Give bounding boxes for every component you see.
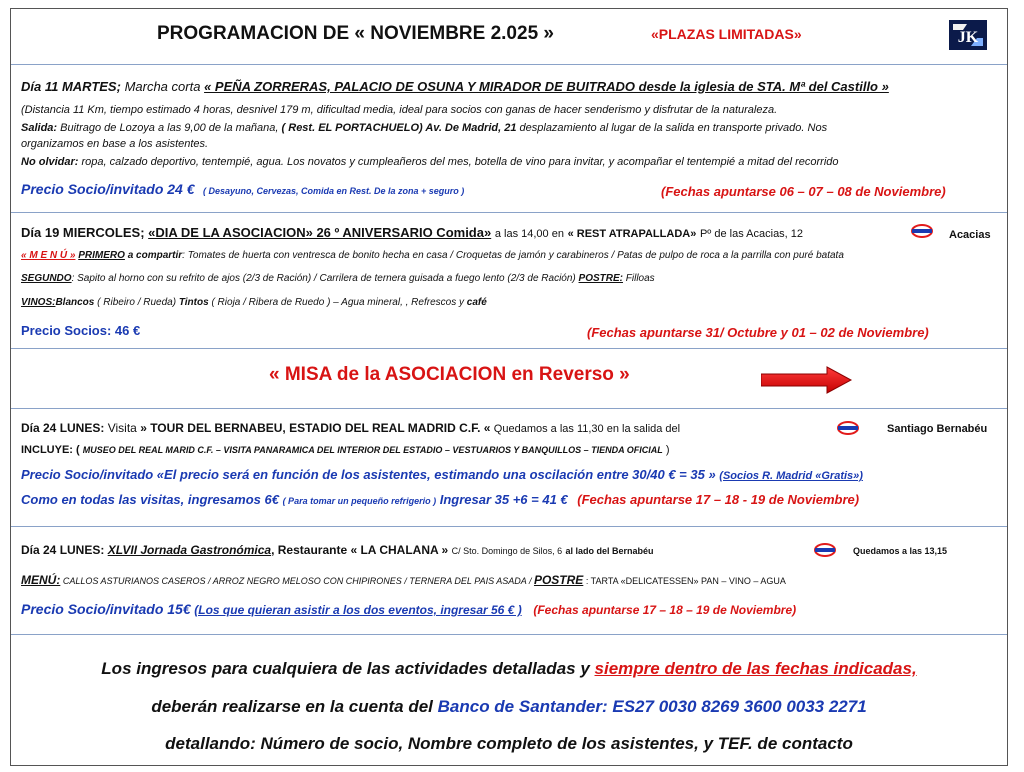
event2-title-line	[21, 225, 803, 240]
event3-socios-rm: (Socios R. Madrid «Gratis»)	[719, 470, 863, 482]
metro-sign-chalana	[814, 541, 836, 559]
event1-olvidar-label: No olvidar:	[21, 156, 79, 168]
event3-incluye-close: )	[665, 444, 670, 456]
event3-incluye-text: MUSEO DEL REAL MARID C.F. – VISITA PANARAMICA DEL INTERIOR DEL ESTADIO – VESTUARIOS Y BANQUILLOS – TIENDA OFICIAL	[82, 445, 663, 455]
event2-primero-text: : Tomates de huerta con ventresca de bonito hecha en casa / Croquetas de jamón y carabineros / Patas de pulpo de roca a la parrilla con puré batata	[182, 250, 844, 261]
event4-postre-text: : TARTA «DELICATESSEN» PAN – VINO – AGUA	[585, 576, 786, 586]
arrow-right-icon	[761, 365, 853, 395]
event2-vinos-blancos: Blancos	[55, 297, 95, 308]
event2-rest: « REST ATRAPALLADA»	[567, 228, 697, 240]
event2-day: Día 19 MIERCOLES;	[21, 225, 145, 240]
event4-title-line	[21, 543, 654, 557]
event3-title-line	[21, 421, 680, 435]
event4-address: C/ Sto. Domingo de Silos, 6	[451, 546, 563, 556]
event4-price-note: (Los que quieran asistir a los dos eventos, ingresar 56 € )	[194, 603, 522, 617]
event1-price-line	[21, 181, 464, 199]
event3-ingresar: Ingresar 35 +6 = 41 €	[439, 492, 568, 507]
event3-day: Día 24 LUNES:	[21, 421, 105, 435]
event4-jornada: XLVII Jornada Gastronómica	[107, 543, 272, 557]
event2-segundo-line	[21, 273, 655, 284]
metro-sign-acacias	[911, 222, 933, 240]
event1-salida-line2: organizamos en base a los asistentes.	[21, 138, 209, 150]
footer-account: Banco de Santander: ES27 0030 8269 3600 0033 2271	[437, 697, 867, 716]
event1-name: « PEÑA ZORRERAS, PALACIO DE OSUNA Y MIRADOR DE BUITRADO desde la iglesia de STA. Mª del Castillo »	[204, 79, 889, 94]
event2-vinos-blancos-text: ( Ribeiro / Rueda)	[97, 297, 177, 308]
event-la-chalana	[11, 527, 1007, 635]
page-title: PROGRAMACION DE « NOVIEMBRE 2.025 »	[157, 23, 554, 44]
event4-meet: Quedamos a las 13,15	[853, 546, 948, 556]
event4-postre-label: POSTRE	[533, 573, 584, 587]
event3-metro: Santiago Bernabéu	[887, 423, 988, 435]
event2-primero-line	[21, 250, 844, 261]
event1-olvidar-text: ropa, calzado deportivo, tentempié, agua. Los novatos y cumpleañeros del mes, botella de vino para invitar, y acompañar el tentempié a mitad del recorrido	[81, 156, 839, 168]
event1-salida-text: Buitrago de Lozoya a las 9,00 de la mañana,	[60, 122, 279, 134]
event3-visitas-line	[21, 492, 859, 507]
event1-details: (Distancia 11 Km, tiempo estimado 4 horas, desnivel 179 m, dificultad media, ideal para socios con ganas de hacer senderismo y disfrutar de la naturaleza.	[21, 104, 778, 116]
metro-sign-bernabeu	[837, 419, 859, 437]
event4-dates: (Fechas apuntarse 17 – 18 – 19 de Noviembre)	[533, 603, 797, 617]
metro-icon	[814, 543, 836, 557]
event1-dates: (Fechas apuntarse 06 – 07 – 08 de Noviembre)	[661, 184, 946, 199]
event4-menu-line	[21, 573, 786, 587]
event2-price: Precio Socios: 46 €	[21, 323, 141, 338]
event1-day: Día 11 MARTES;	[21, 79, 121, 94]
event2-vinos-cafe: café	[466, 297, 487, 308]
event4-rest: , Restaurante « LA CHALANA »	[271, 543, 449, 557]
misa-section	[11, 349, 1007, 409]
event1-salida-tail: desplazamiento al lugar de la salida en transporte privado. Nos	[519, 122, 828, 134]
event2-vinos-line	[21, 297, 487, 308]
event4-price: Precio Socio/invitado 15€	[21, 601, 191, 617]
event1-salida-label: Salida:	[21, 122, 58, 134]
event1-salida-rest: ( Rest. EL PORTACHUELO) Av. De Madrid, 21	[281, 122, 517, 134]
event2-vinos-tintos: Tintos	[178, 297, 209, 308]
payment-footer	[11, 635, 1007, 765]
event3-incluye-label: INCLUYE: (	[21, 444, 80, 456]
logo-text: JK	[957, 29, 979, 46]
plazas-limitadas-label: «PLAZAS LIMITADAS»	[651, 26, 802, 42]
event3-visitas-note: ( Para tomar un pequeño refrigerio )	[282, 496, 437, 506]
event2-primero-label: PRIMERO	[78, 250, 125, 261]
event1-olvidar-line	[21, 156, 839, 168]
event2-time: a las 14,00 en	[494, 228, 564, 240]
event4-day: Día 24 LUNES:	[21, 543, 105, 557]
event2-primero-share: a compartir	[127, 250, 183, 261]
footer-line-2	[11, 697, 1007, 717]
event2-vinos-label: VINOS:	[21, 297, 56, 308]
footer-line2-a: deberán realizarse en la cuenta del	[151, 697, 433, 716]
footer-line1-a: Los ingresos para cualquiera de las actividades detalladas y	[101, 659, 590, 678]
footer-line-1	[11, 659, 1007, 679]
event1-title-line	[21, 79, 889, 94]
association-logo	[949, 20, 987, 50]
event3-meet: Quedamos a las 11,30 en la salida del	[493, 423, 681, 435]
event3-dates: (Fechas apuntarse 17 – 18 - 19 de Noviembre)	[577, 492, 860, 507]
event1-salida-line	[21, 122, 827, 134]
event-peña-zorreras	[11, 65, 1007, 213]
footer-line-3: detallando: Número de socio, Nombre completo de los asistentes, y TEF. de contacto	[165, 734, 853, 753]
event2-menu-label: « M E N Ú »	[21, 250, 76, 261]
event2-segundo-label: SEGUNDO	[21, 273, 72, 284]
event1-kind: Marcha corta	[124, 79, 201, 94]
event1-price-note: ( Desayuno, Cervezas, Comida en Rest. De la zona + seguro )	[202, 186, 465, 196]
event2-postre-text: Filloas	[625, 273, 655, 284]
event2-dates: (Fechas apuntarse 31/ Octubre y 01 – 02 de Noviembre)	[587, 325, 929, 340]
event4-menu-label: MENÚ:	[21, 573, 61, 587]
logo-mark-icon	[949, 20, 987, 50]
header	[11, 9, 1007, 65]
metro-icon	[911, 224, 933, 238]
metro-icon	[837, 421, 859, 435]
event3-price-text: Precio Socio/invitado «El precio será en función de los asistentes, estimando una oscilación entre 30/40 € = 35 »	[21, 467, 716, 482]
event3-price-line	[21, 467, 863, 482]
event4-price-line	[21, 601, 796, 617]
event-bernabeu-tour	[11, 409, 1007, 527]
event2-metro: Acacias	[949, 229, 991, 241]
event1-price: Precio Socio/invitado 24 €	[21, 181, 195, 197]
event2-postre-label: POSTRE:	[578, 273, 623, 284]
event2-address: Pº de las Acacias, 12	[699, 228, 804, 240]
event2-vinos-tintos-text: ( Rioja / Ribera de Ruedo ) – Agua mineral, , Refrescos y	[211, 297, 464, 308]
event3-visitas: Como en todas las visitas, ingresamos 6€	[21, 492, 279, 507]
footer-line1-b: siempre dentro de las fechas indicadas,	[594, 659, 917, 678]
event-aniversario	[11, 213, 1007, 349]
event3-name: » TOUR DEL BERNABEU, ESTADIO DEL REAL MADRID C.F. «	[140, 421, 491, 435]
event3-incluye-line	[21, 444, 670, 456]
event2-segundo-text: : Sapito al horno con su refrito de ajos (2/3 de Ración) / Carrilera de ternera guisada a fuego lento (2/3 de Ración)	[71, 273, 576, 284]
event4-menu-text: CALLOS ASTURIANOS CASEROS / ARROZ NEGRO MELOSO CON CHIPIRONES / TERNERA DEL PAIS ASADA /	[62, 576, 532, 586]
event2-name: «DIA DE LA ASOCIACION» 26 º ANIVERSARIO Comida»	[148, 225, 492, 240]
event3-kind: Visita	[107, 421, 137, 435]
document-frame	[10, 8, 1008, 766]
event4-lado: al lado del Bernabéu	[565, 546, 654, 556]
misa-text: « MISA de la ASOCIACION en Reverso »	[269, 364, 630, 385]
